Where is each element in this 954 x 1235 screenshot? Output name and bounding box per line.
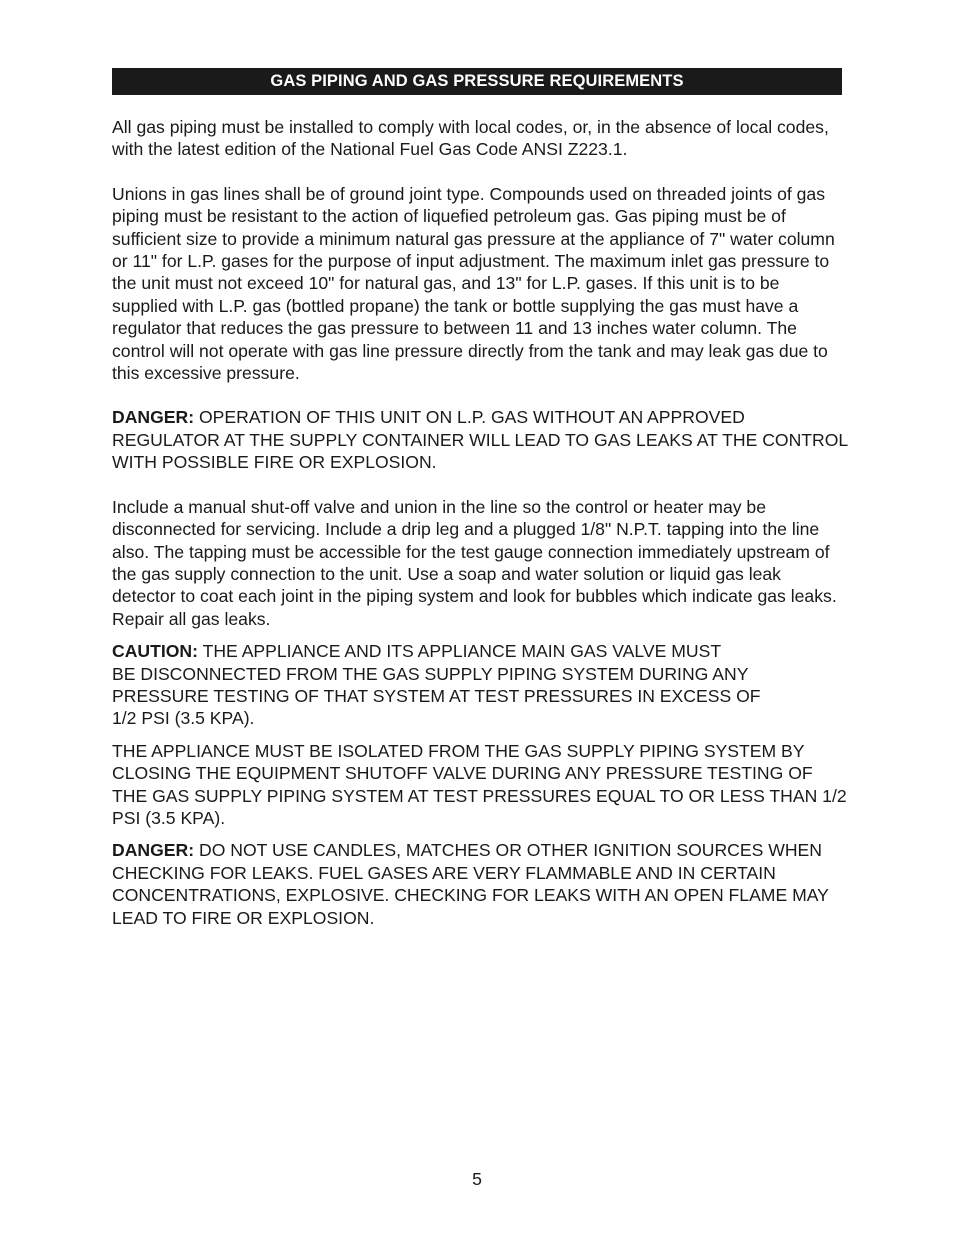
page-number: 5 bbox=[472, 1169, 482, 1189]
danger-text: DO NOT USE CANDLES, MATCHES OR OTHER IGNITION SOURCES WHEN CHECKING FOR LEAKS. FUEL GASES ARE VERY FLAMMABLE AND IN CERTAIN CONCENTRATIONS, EXPLOSIVE. CHECKING FOR LEAKS WITH AN OPEN FLAME MAY LEAD TO FIRE OR EXPLOSION. bbox=[112, 840, 829, 928]
document-body bbox=[112, 116, 848, 929]
section-header bbox=[112, 68, 842, 95]
danger-warning-regulator bbox=[112, 406, 848, 473]
caution-text-line-4: 1/2 PSI (3.5 KPA). bbox=[112, 708, 255, 729]
danger-label: DANGER: bbox=[112, 407, 195, 428]
caution-warning-pressure-testing bbox=[112, 640, 848, 730]
caution-label: CAUTION: bbox=[112, 641, 199, 662]
paragraph-isolation: THE APPLIANCE MUST BE ISOLATED FROM THE GAS SUPPLY PIPING SYSTEM BY CLOSING THE EQUIPMENT SHUTOFF VALVE DURING ANY PRESSURE TESTING OF THE GAS SUPPLY PIPING SYSTEM AT TEST PRESSURES EQUAL TO OR LESS THAN 1/2 PSI (3.5 KPA). bbox=[112, 740, 847, 828]
section-title: GAS PIPING AND GAS PRESSURE REQUIREMENTS bbox=[270, 72, 684, 90]
paragraph-gas-codes: All gas piping must be installed to comply with local codes, or, in the absence of local codes, with the latest edition of the National Fuel Gas Code ANSI Z223.1. bbox=[112, 117, 829, 160]
caution-text-line-1: THE APPLIANCE AND ITS APPLIANCE MAIN GAS VALVE MUST bbox=[198, 641, 722, 662]
danger-label: DANGER: bbox=[112, 840, 195, 861]
paragraph-unions-pressure: Unions in gas lines shall be of ground joint type. Compounds used on threaded joints of gas piping must be resistant to the action of liquefied petroleum gas. Gas piping must be of sufficient size to provide a minimum natural gas pressure at the appliance of 7" water column or 11" for L.P. gases for the purpose of input adjustment. The maximum inlet gas pressure to the unit must not exceed 10" for natural gas, and 13" for L.P. gases. If this unit is to be supplied with L.P. gas (bottled propane) the tank or bottle supplying the gas must have a regulator that reduces the gas pressure to between 11 and 13 inches water column. The control will not operate with gas line pressure directly from the tank and may leak gas due to this excessive pressure. bbox=[112, 183, 835, 384]
paragraph-shutoff-valve: Include a manual shut-off valve and union in the line so the control or heater may be disconnected for servicing. Include a drip leg and a plugged 1/8" N.P.T. tapping into the line also. The tapping must be accessible for the test gauge connection immediately upstream of the gas supply connection to the unit. Use a soap and water solution or liquid gas leak detector to coat each joint in the piping system and look for bubbles which indicate gas leaks. Repair all gas leaks. bbox=[112, 496, 837, 629]
danger-text: OPERATION OF THIS UNIT ON L.P. GAS WITHOUT AN APPROVED REGULATOR AT THE SUPPLY CONTAINER WILL LEAD TO GAS LEAKS AT THE CONTROL WITH POSSIBLE FIRE OR EXPLOSION. bbox=[112, 407, 848, 473]
caution-text-line-3: PRESSURE TESTING OF THAT SYSTEM AT TEST PRESSURES IN EXCESS OF bbox=[112, 685, 761, 706]
danger-warning-ignition bbox=[112, 839, 848, 929]
caution-text-line-2: BE DISCONNECTED FROM THE GAS SUPPLY PIPING SYSTEM DURING ANY bbox=[112, 663, 749, 684]
